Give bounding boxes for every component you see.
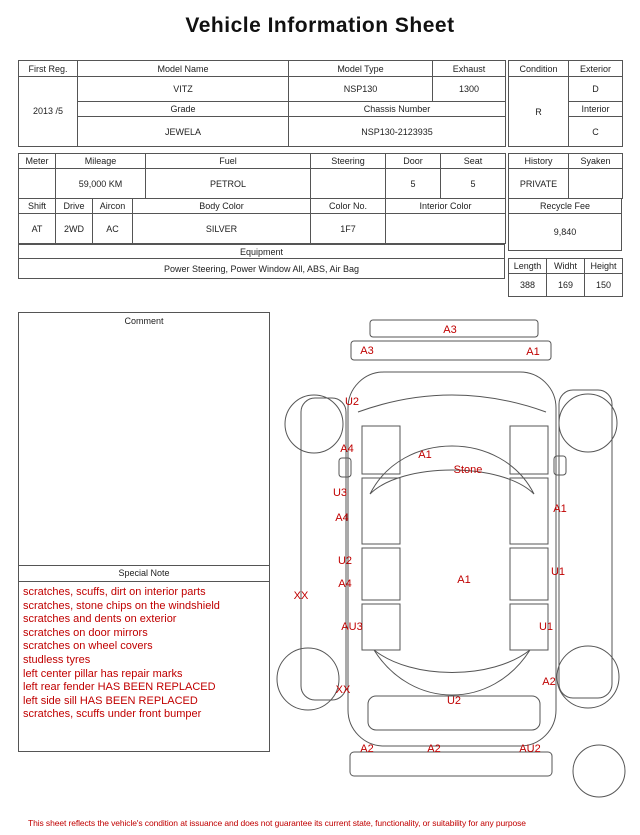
model-name-value: VITZ xyxy=(78,77,289,102)
history-value: PRIVATE xyxy=(509,169,569,199)
mileage-label: Mileage xyxy=(56,154,146,169)
comment-header: Comment xyxy=(124,316,164,326)
fuel-label: Fuel xyxy=(146,154,311,169)
interior-label: Interior xyxy=(569,102,623,117)
aircon-label: Aircon xyxy=(93,199,133,214)
drive-value: 2WD xyxy=(56,214,93,244)
mileage-table xyxy=(18,153,506,199)
diagram-labels xyxy=(272,312,637,804)
interior-value: C xyxy=(569,117,623,147)
seat-label: Seat xyxy=(441,154,506,169)
shift-label: Shift xyxy=(19,199,56,214)
damage-code-label: A1 xyxy=(526,346,540,358)
equipment-label: Equipment xyxy=(19,245,505,259)
damage-code-label: U1 xyxy=(538,621,554,633)
recycle-fee-value: 9,840 xyxy=(509,214,622,251)
damage-code-label: XX xyxy=(293,590,309,602)
model-name-label: Model Name xyxy=(78,61,289,77)
steering-value xyxy=(311,169,386,199)
exterior-value: D xyxy=(569,77,623,102)
page-title: Vehicle Information Sheet xyxy=(185,14,455,37)
exterior-label: Exterior xyxy=(569,61,623,77)
grade-value: JEWELA xyxy=(78,117,289,147)
fuel-value: PETROL xyxy=(146,169,311,199)
recycle-fee-table xyxy=(508,198,622,251)
height-value: 150 xyxy=(585,274,623,297)
car-damage-diagram xyxy=(272,312,637,804)
damage-code-label: A1 xyxy=(553,503,567,515)
damage-code-label: A1 xyxy=(457,574,471,586)
drivetrain-table xyxy=(18,198,506,244)
mileage-value: 59,000 KM xyxy=(56,169,146,199)
width-label: Widht xyxy=(547,259,585,274)
interior-color-label: Interior Color xyxy=(386,199,506,214)
recycle-fee-label: Recycle Fee xyxy=(509,199,622,214)
door-value: 5 xyxy=(386,169,441,199)
damage-code-label: A2 xyxy=(427,743,441,755)
damage-code-label: U3 xyxy=(332,487,348,499)
note-line: left rear fender HAS BEEN REPLACED xyxy=(23,681,216,694)
damage-code-label: U2 xyxy=(446,695,462,707)
equipment-value: Power Steering, Power Window All, ABS, Air Bag xyxy=(19,259,505,279)
chassis-number-value: NSP130-2123935 xyxy=(289,117,506,147)
comment-box xyxy=(18,312,270,752)
body-color-label: Body Color xyxy=(133,199,311,214)
grade-label: Grade xyxy=(78,102,289,117)
damage-code-label: U2 xyxy=(337,555,353,567)
condition-label: Condition xyxy=(509,61,569,77)
exhaust-label: Exhaust xyxy=(433,61,506,77)
damage-code-label: XX xyxy=(335,684,351,696)
note-line: scratches, scuffs under front bumper xyxy=(23,708,202,721)
damage-code-label: A3 xyxy=(443,324,457,336)
length-value: 388 xyxy=(509,274,547,297)
length-label: Length xyxy=(509,259,547,274)
special-note-header: Special Note xyxy=(19,565,269,582)
note-line: left center pillar has repair marks xyxy=(23,667,183,680)
note-line: scratches and dents on exterior xyxy=(23,613,177,626)
model-type-label: Model Type xyxy=(289,61,433,77)
special-note-list xyxy=(23,586,267,722)
history-table xyxy=(508,153,623,199)
first-reg-label: First Reg. xyxy=(19,61,78,77)
damage-code-label: A1 xyxy=(418,449,432,461)
main-info-table xyxy=(18,60,506,147)
meter-label: Meter xyxy=(19,154,56,169)
shift-value: AT xyxy=(19,214,56,244)
condition-table xyxy=(508,60,623,147)
note-line: left side sill HAS BEEN REPLACED xyxy=(23,694,198,707)
damage-code-label: A2 xyxy=(360,743,374,755)
seat-value: 5 xyxy=(441,169,506,199)
body-color-value: SILVER xyxy=(133,214,311,244)
steering-label: Steering xyxy=(311,154,386,169)
footer-disclaimer: This sheet reflects the vehicle's condition at issuance and does not guarantee its current state, functionality, or suitability for any purpose xyxy=(28,818,526,828)
width-value: 169 xyxy=(547,274,585,297)
first-reg-value: 2013 /5 xyxy=(19,77,78,147)
chassis-number-label: Chassis Number xyxy=(289,102,506,117)
note-line: scratches on door mirrors xyxy=(23,626,148,639)
door-label: Door xyxy=(386,154,441,169)
comment-body xyxy=(23,329,265,559)
model-type-value: NSP130 xyxy=(289,77,433,102)
color-no-label: Color No. xyxy=(311,199,386,214)
equipment-table xyxy=(18,244,505,279)
damage-code-label: AU3 xyxy=(341,621,363,633)
damage-code-label: A2 xyxy=(542,676,556,688)
condition-value: R xyxy=(509,77,569,147)
note-line: scratches, scuffs, dirt on interior parts xyxy=(23,586,206,598)
damage-code-label: U1 xyxy=(550,566,566,578)
drive-label: Drive xyxy=(56,199,93,214)
color-no-value: 1F7 xyxy=(311,214,386,244)
syaken-value xyxy=(569,169,623,199)
damage-code-label: A4 xyxy=(340,443,354,455)
damage-code-label: A4 xyxy=(338,578,352,590)
damage-code-label: Stone xyxy=(453,464,483,476)
exhaust-value: 1300 xyxy=(433,77,506,102)
history-label: History xyxy=(509,154,569,169)
height-label: Height xyxy=(585,259,623,274)
note-line: scratches on wheel covers xyxy=(23,640,153,653)
damage-code-label: AU2 xyxy=(519,743,541,755)
interior-color-value xyxy=(386,214,506,244)
dimensions-table xyxy=(508,258,623,297)
note-line: studless tyres xyxy=(23,653,91,666)
meter-value xyxy=(19,169,56,199)
damage-code-label: U2 xyxy=(344,396,360,408)
damage-code-label: A4 xyxy=(335,512,349,524)
note-line: scratches, stone chips on the windshield xyxy=(23,599,220,612)
aircon-value: AC xyxy=(93,214,133,244)
damage-code-label: A3 xyxy=(360,345,374,357)
syaken-label: Syaken xyxy=(569,154,623,169)
